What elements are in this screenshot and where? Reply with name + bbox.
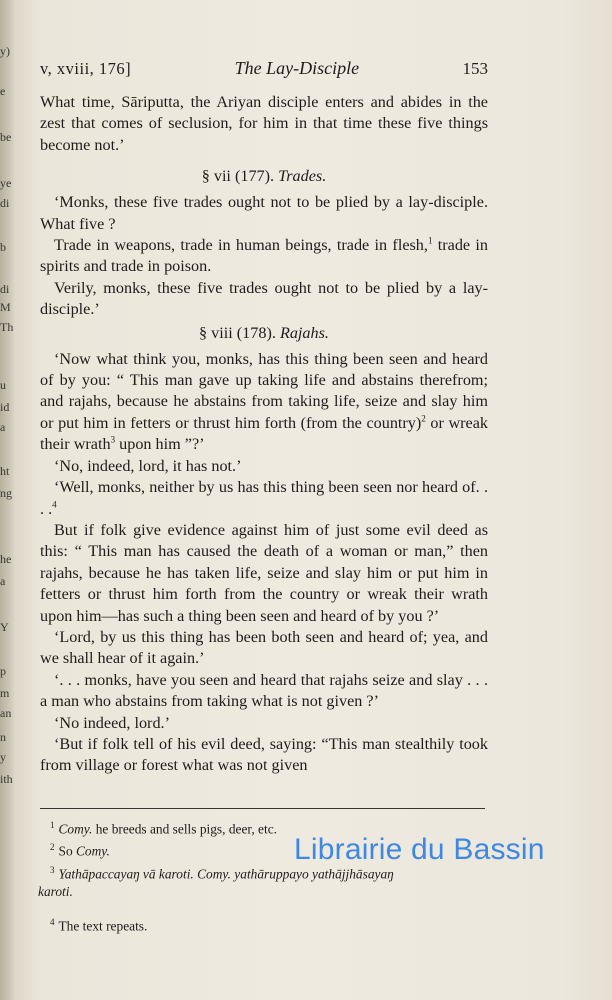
edge-fragment: di: [0, 196, 10, 210]
section-name: Trades.: [278, 167, 327, 186]
paragraph-text: ‘Now what think you, monks, has this thing been seen and heard of by you: “ This man gave up taking life and abstains therefrom; and rajahs, because he abstains from taking life, seize and slay him or put him in fetters or thrust him forth (from the country): [40, 349, 488, 432]
edge-fragment: y: [0, 750, 6, 764]
footnote-italic: Yathāpaccayaŋ vā karoti. Comy. yathāruppayo yathājjhāsayaŋ: [58, 866, 394, 882]
edge-fragment: di: [0, 282, 10, 296]
edge-fragment: m: [0, 686, 10, 700]
paragraph: ‘No indeed, lord.’: [54, 713, 170, 732]
edge-fragment: ith: [0, 772, 13, 786]
edge-fragment: Y: [0, 620, 9, 634]
paragraph-text: or wreak their wrath: [40, 413, 488, 454]
edge-fragment: p: [0, 664, 6, 678]
page-number: 153: [462, 59, 488, 78]
footnote-ref: 1: [427, 235, 433, 246]
section-reference: v, xviii, 176]: [40, 59, 132, 78]
edge-fragment: id: [0, 400, 10, 414]
footnote-text: The text repeats.: [58, 918, 148, 934]
running-title: The Lay-Disciple: [234, 58, 360, 78]
paragraph: ‘. . . monks, have you seen and heard that rajahs seize and slay . . . a man who abstains from taking what is not given ?’: [40, 670, 488, 711]
section-heading-trades: [40, 164, 488, 188]
footnote-number: 3: [50, 864, 55, 875]
paragraph: ‘No, indeed, lord, it has not.’: [54, 456, 242, 475]
paragraph: What time, Sāriputta, the Ariyan disciple enters and abides in the zest that comes of seclusion, for him in that time these five things become not.’: [40, 93, 488, 154]
edge-fragment: M: [0, 300, 11, 314]
paragraph: But if folk give evidence against him of just some evil deed as this: “ This man has caused the death of a woman or man,” then rajahs, because he has taken life, seize and slay him or put him in fetters or thrust him forth from the country or wreak their wrath upon him—has such a thing been seen and heard of by you ?’: [40, 520, 488, 625]
edge-fragment: a: [0, 420, 6, 434]
footnote-number: 4: [50, 917, 55, 928]
edge-fragment: b: [0, 240, 6, 254]
section-label: § vii (177).: [201, 167, 275, 186]
paragraph: ‘But if folk tell of his evil deed, saying: “This man stealthily took from village or forest what was not given: [40, 734, 488, 775]
paragraph: ‘Monks, these five trades ought not to be plied by a lay-disciple. What five ?: [40, 193, 488, 233]
section-heading-rajahs: [40, 321, 488, 345]
paragraph-text: ‘Well, monks, neither by us has this thing been seen nor heard of. . . .: [40, 478, 488, 518]
section-name: Rajahs.: [279, 323, 329, 342]
edge-fragment: Th: [0, 320, 14, 334]
footnote-ref: 4: [52, 499, 57, 510]
footnote-ref: 3: [110, 434, 116, 445]
running-head: [40, 58, 488, 92]
previous-page-edge: [0, 0, 16, 1000]
footnote-ref: 2: [421, 413, 426, 424]
paragraph: Verily, monks, these five trades ought not to be plied by a lay-disciple.’: [40, 278, 488, 319]
edge-fragment: ye: [0, 176, 12, 190]
edge-fragment: n: [0, 730, 6, 744]
footnote-continuation: [38, 883, 485, 901]
edge-fragment: a: [0, 574, 6, 588]
main-text: [40, 58, 488, 777]
section-label: § viii (178).: [199, 323, 276, 342]
paragraph: [40, 477, 488, 520]
edge-fragment: ng: [0, 486, 12, 500]
edge-fragment: he: [0, 552, 12, 566]
watermark: Librairie du Bassin: [294, 833, 545, 866]
footnote-italic: Comy.: [58, 821, 93, 837]
footnote-italic: Comy.: [76, 843, 110, 859]
footnote-italic: karoti.: [38, 884, 73, 900]
edge-fragment: an: [0, 706, 12, 720]
footnote-text: he breeds and sells pigs, deer, etc.: [92, 821, 277, 837]
paragraph: ‘Lord, by us this thing has been both seen and heard of; yea, and we shall hear of it again.’: [40, 627, 488, 668]
edge-fragment: y): [0, 44, 10, 58]
edge-fragment: ht: [0, 464, 10, 478]
paragraph-text: trade in spirits and trade in poison.: [40, 236, 489, 276]
paragraph: [40, 349, 488, 456]
footnote-number: 2: [50, 842, 55, 853]
footnote-number: 1: [50, 820, 55, 830]
footnote-rule: [40, 808, 485, 809]
edge-fragment: be: [0, 130, 12, 144]
paragraph: [40, 235, 488, 278]
footnote: [50, 913, 485, 935]
edge-fragment: e: [0, 84, 6, 98]
paragraph-text: upon him ”?’: [115, 435, 205, 454]
paragraph-text: Trade in weapons, trade in human beings, trade in flesh,: [54, 236, 428, 255]
footnote-text: So: [58, 843, 76, 859]
edge-fragment: u: [0, 378, 6, 392]
